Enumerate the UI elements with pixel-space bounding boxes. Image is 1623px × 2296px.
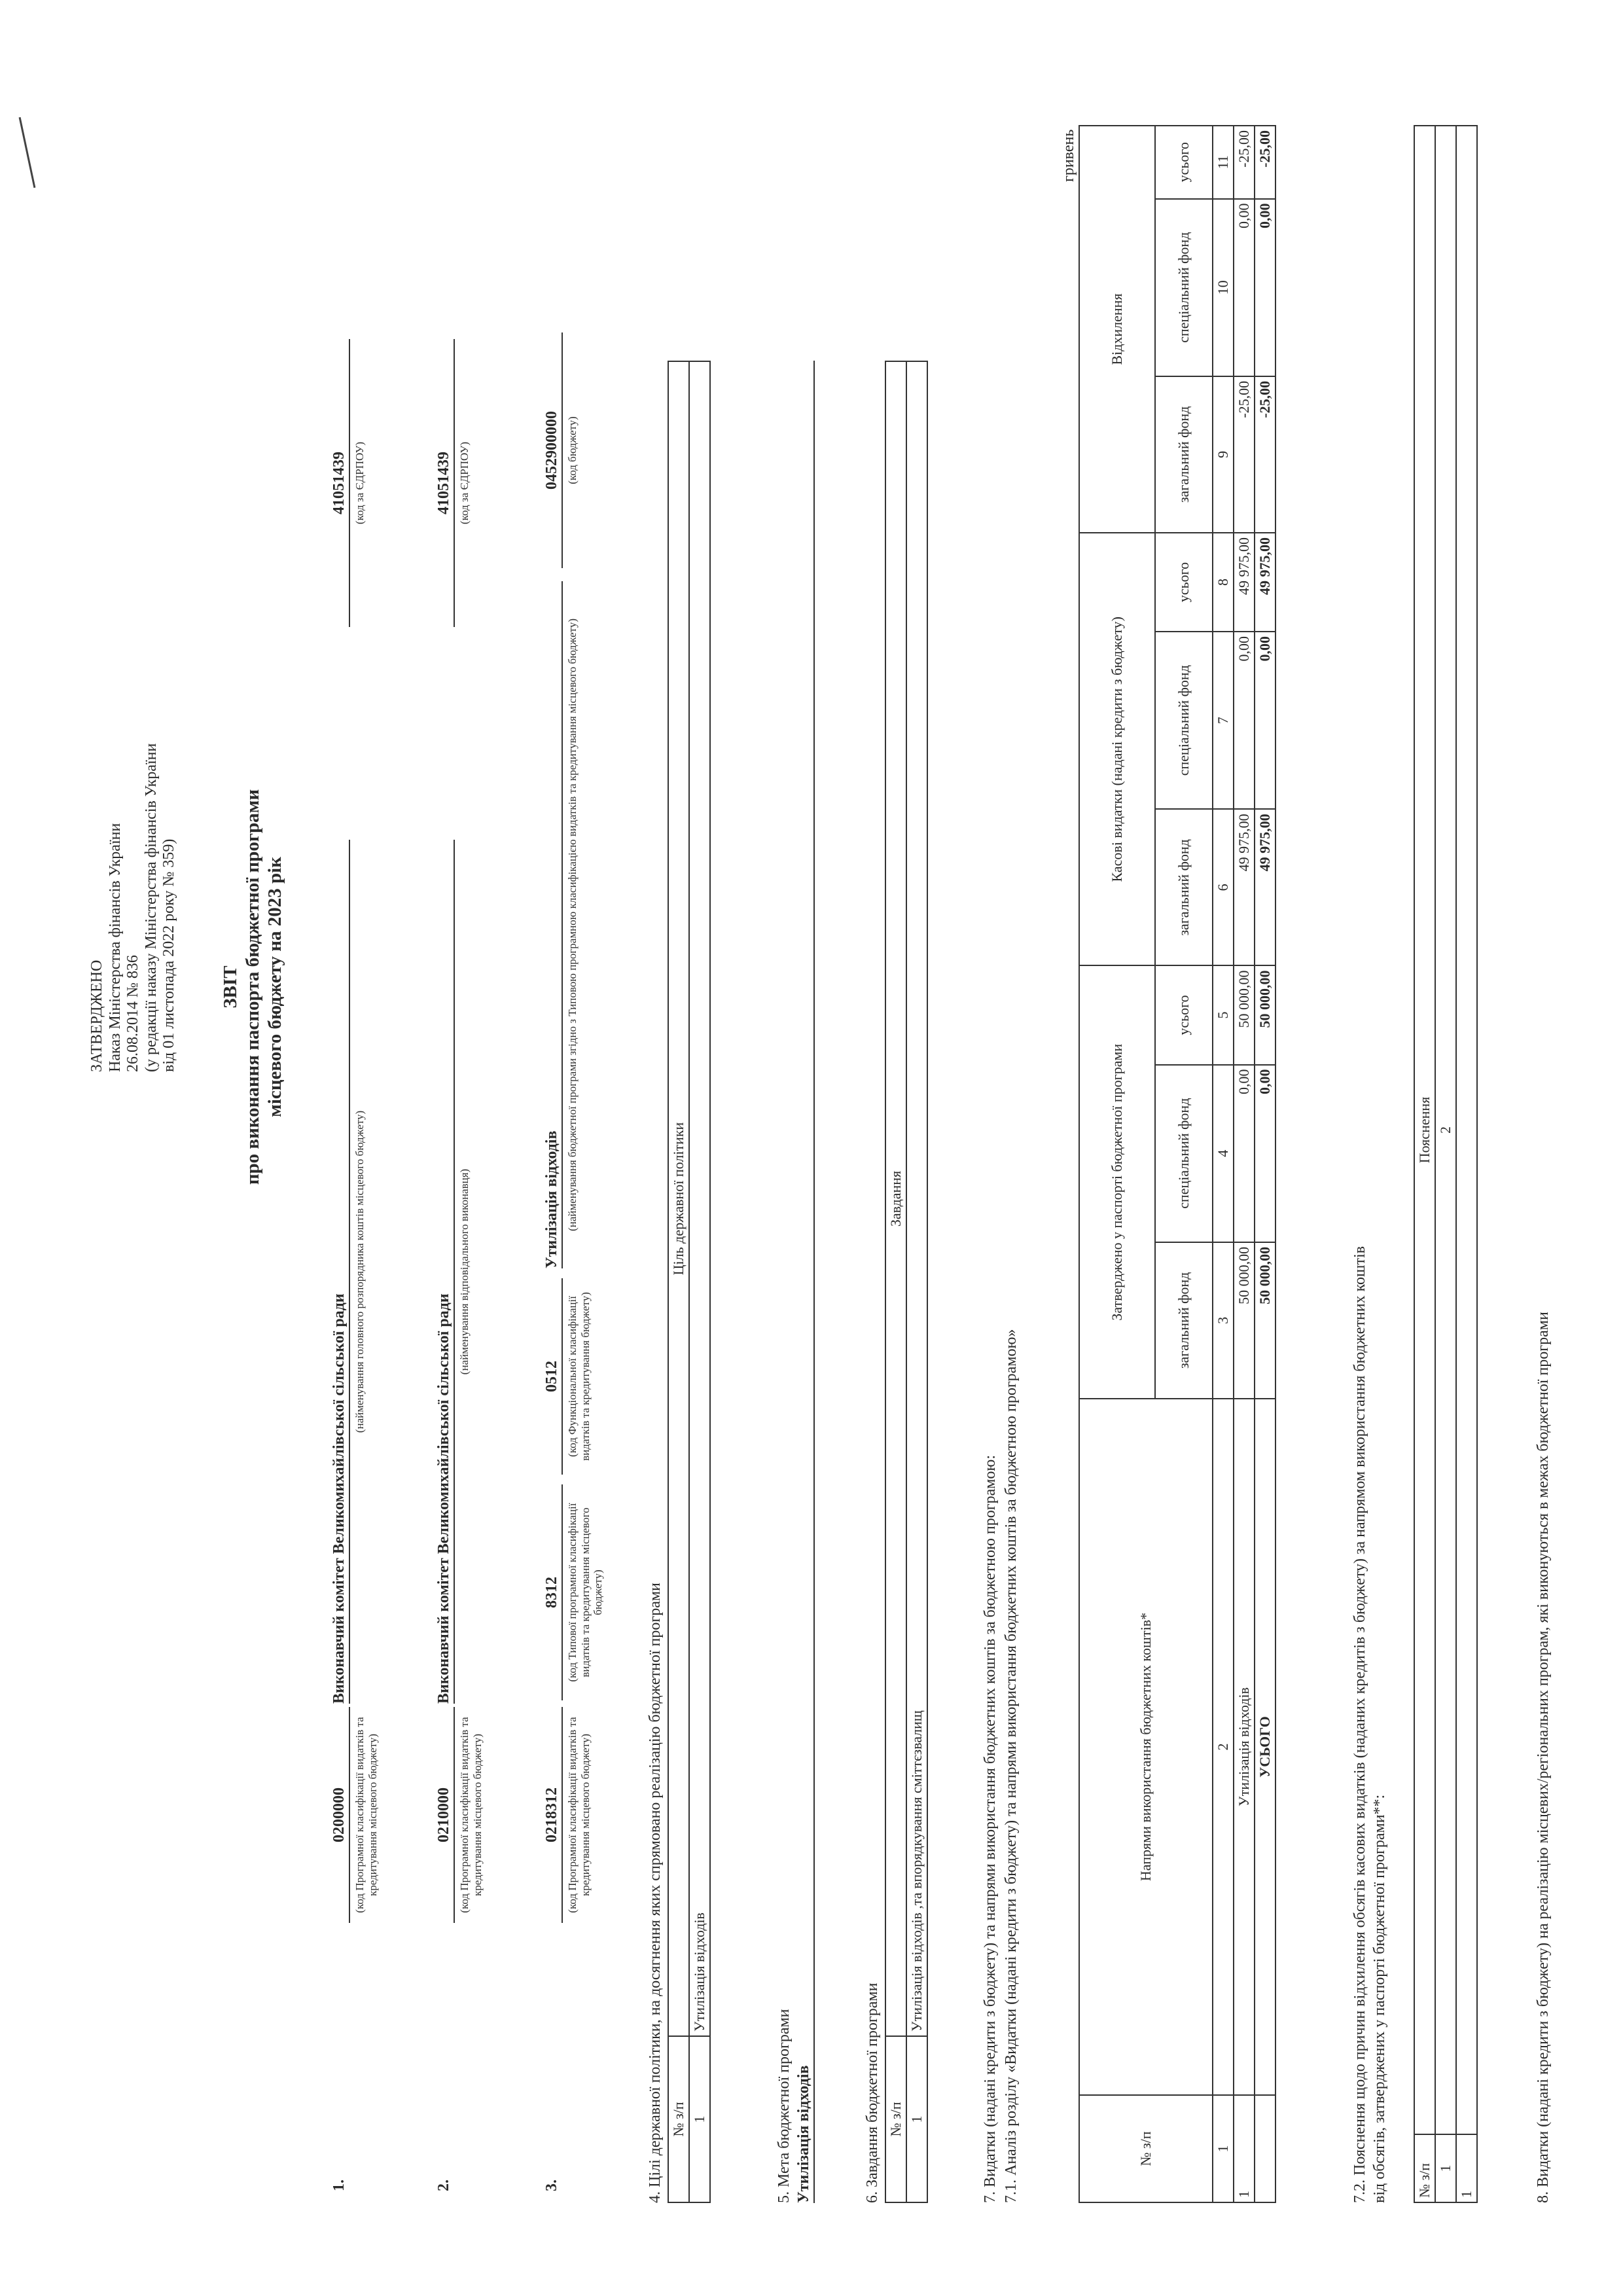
col-number: 2 <box>1213 1399 1234 2095</box>
page-title <box>219 692 287 1282</box>
cell-value: 49 975,00 <box>1234 533 1255 632</box>
row2-edrpou: 41051439 <box>435 339 455 627</box>
section4-heading: 4. Цілі державної політики, на досягнення яких спрямовано реалізацію бюджетної програми <box>647 1583 664 2203</box>
col-header-deviation: Відхилення <box>1079 126 1155 533</box>
cell-num: 1 <box>1456 2134 1477 2202</box>
col-number: 8 <box>1213 533 1234 632</box>
tasks-table <box>885 361 928 2203</box>
row3-typical-code: 8312 <box>543 1484 563 1700</box>
col-number: 1 <box>1435 2134 1456 2202</box>
section6-heading: 6. Завдання бюджетної програми <box>864 1982 881 2203</box>
sub-header: усього <box>1155 533 1213 632</box>
row1-edrpou: 41051439 <box>330 339 350 627</box>
row3-functional-caption: (код Функціональної класифікації видатків та кредитування бюджету) <box>566 1292 592 1461</box>
col-number: 6 <box>1213 809 1234 965</box>
row3-budget-caption: (код бюджету) <box>566 416 579 484</box>
row1-number: 1. <box>330 2179 348 2191</box>
cell-value: -25,00 <box>1234 376 1255 533</box>
cell-value: 50 000,00 <box>1234 1242 1255 1399</box>
col-number: 10 <box>1213 199 1234 376</box>
cell-goal: Утилізація відходів <box>689 361 710 2036</box>
cell-value: 50 000,00 <box>1234 966 1255 1065</box>
cell-value: 0,00 <box>1234 1065 1255 1242</box>
title-line: про виконання паспорта бюджетної програми <box>242 789 264 1185</box>
row1-code-caption: (код Програмної класифікації видатків та кредитування місцевого бюджету) <box>353 1717 379 1913</box>
col-number: 2 <box>1435 126 1456 2134</box>
cell-total: -25,00 <box>1255 376 1275 533</box>
title-line: ЗВІТ <box>220 965 241 1009</box>
cell-total: 50 000,00 <box>1255 1242 1275 1399</box>
cell-num: 1 <box>1234 2095 1255 2202</box>
col-header-direction: Напрями використання бюджетних коштів* <box>1079 1399 1213 2095</box>
row2-code-caption: (код Програмної класифікації видатків та кредитування місцевого бюджету) <box>458 1717 484 1913</box>
sub-header: загальний фонд <box>1155 809 1213 965</box>
expenditure-analysis-table <box>1079 125 1276 2203</box>
cell-direction: Утилізація відходів <box>1234 1399 1255 2095</box>
cell-value: 0,00 <box>1234 632 1255 809</box>
col-number: 3 <box>1213 1242 1234 1399</box>
approval-line: від 01 листопада 2022 року № 359) <box>160 838 178 1072</box>
col-header-num: № з/п <box>668 2036 689 2202</box>
col-number: 5 <box>1213 966 1234 1065</box>
row2-name-caption: (найменування відповідального виконавця) <box>458 1168 471 1375</box>
approval-block <box>88 601 179 1072</box>
col-number: 9 <box>1213 376 1234 533</box>
cell-total: -25,00 <box>1255 126 1275 199</box>
sub-header: спеціальний фонд <box>1155 1065 1213 1242</box>
row3-name-caption: (найменування бюджетної програми згідно з Типовою програмною класифікацією видатків та кредитування місцевого бюджету) <box>566 618 579 1232</box>
row2-program-code: 0210000 <box>435 1707 455 1923</box>
row3-functional-code: 0512 <box>543 1278 563 1475</box>
sub-header: усього <box>1155 126 1213 199</box>
approval-line: ЗАТВЕРДЖЕНО <box>88 960 105 1072</box>
sub-header: усього <box>1155 966 1213 1065</box>
row3-typical-caption: (код Типової програмної класифікації видатків та кредитування місцевого бюджету) <box>566 1503 605 1682</box>
row1-edrpou-caption: (код за ЄДРПОУ) <box>353 441 366 525</box>
cell-value: -25,00 <box>1234 126 1255 199</box>
row3-budget-code: 0452900000 <box>543 332 563 568</box>
col-header-approved: Затверджено у паспорті бюджетної програми <box>1079 966 1155 1399</box>
col-header-goal: Ціль державної політики <box>668 361 689 2036</box>
row1-program-code: 0200000 <box>330 1707 350 1923</box>
deviation-explanation-table <box>1414 125 1478 2203</box>
cell-num: 1 <box>906 2036 927 2202</box>
cell-num: 1 <box>689 2036 710 2202</box>
approval-line: (у редакції наказу Міністерства фінансів України <box>142 743 160 1072</box>
row3-code-caption: (код Програмної класифікації видатків та кредитування місцевого бюджету) <box>566 1717 592 1913</box>
section5-goal: Утилізація відходів <box>795 361 815 2203</box>
col-header-task: Завдання <box>885 361 906 2036</box>
cell-total: 0,00 <box>1255 1065 1275 1242</box>
sub-header: загальний фонд <box>1155 1242 1213 1399</box>
cell-total: 50 000,00 <box>1255 966 1275 1065</box>
row1-name-caption: (найменування головного розпорядника коштів місцевого бюджету) <box>353 1110 366 1433</box>
policy-goals-table <box>668 361 711 2203</box>
cell-task: Утилізація відходів ,та впорядкування сміттєзвалищ <box>906 361 927 2036</box>
row2-edrpou-caption: (код за ЄДРПОУ) <box>458 441 471 525</box>
col-number: 11 <box>1213 126 1234 199</box>
column-numbers-row <box>1213 126 1234 2202</box>
row2-executor-name: Виконавчий комітет Великомихайлівської сільської ради <box>435 840 455 1704</box>
row3-number: 3. <box>543 2179 560 2191</box>
pen-mark <box>19 117 36 188</box>
col-number: 7 <box>1213 632 1234 809</box>
cell-total: 49 975,00 <box>1255 533 1275 632</box>
row2-number: 2. <box>435 2179 452 2191</box>
row3-program-code: 0218312 <box>543 1707 563 1923</box>
section8-heading: 8. Видатки (надані кредити з бюджету) на реалізацію місцевих/регіональних програм, які виконуються в межах бюджетної програми <box>1535 1312 1552 2203</box>
section7-heading: 7. Видатки (надані кредити з бюджету) та напрями використання бюджетних коштів за бюджетною програмою: <box>982 1454 999 2203</box>
section72-text: 7.2. Пояснення щодо причин відхилення обсягів касових видатків (наданих кредитів з бюджету) за напрямом використання бюджетних коштів <box>1351 1246 1368 2203</box>
col-header-num: № з/п <box>885 2036 906 2202</box>
sub-header: загальний фонд <box>1155 376 1213 533</box>
total-row <box>1255 126 1275 2202</box>
section5-heading: 5. Мета бюджетної програми <box>776 2009 793 2203</box>
cell-total: 0,00 <box>1255 199 1275 376</box>
sub-header: спеціальний фонд <box>1155 632 1213 809</box>
approval-line: 26.08.2014 № 836 <box>124 955 142 1072</box>
row3-program-name: Утилізація відходів <box>543 581 563 1268</box>
approval-line: Наказ Міністерства фінансів України <box>106 823 124 1072</box>
cell-num <box>1255 2095 1275 2202</box>
col-header-num: № з/п <box>1079 2095 1213 2202</box>
col-header-cash: Касові видатки (надані кредити з бюджету) <box>1079 533 1155 966</box>
cell-total: 0,00 <box>1255 632 1275 809</box>
section72-text: від обсягів, затверджених у паспорті бюджетної програми**: <box>1371 1794 1388 2203</box>
row1-manager-name: Виконавчий комітет Великомихайлівської сільської ради <box>330 840 350 1704</box>
cell-total: 49 975,00 <box>1255 809 1275 965</box>
table-row <box>1234 126 1255 2202</box>
col-header-explanation: Пояснення <box>1414 126 1435 2134</box>
col-header-num: № з/п <box>1414 2134 1435 2202</box>
title-line: місцевого бюджету на 2023 рік <box>264 857 286 1117</box>
currency-label: гривень <box>1060 129 1077 182</box>
cell-value: 0,00 <box>1234 199 1255 376</box>
cell-explanation <box>1456 126 1477 2134</box>
col-number: 4 <box>1213 1065 1234 1242</box>
section7-subheading: 7.1. Аналіз розділу «Видатки (надані кредити з бюджету) та напрями використання бюджетних коштів за бюджетною програмою» <box>1003 1329 1020 2203</box>
cell-total-label: УСЬОГО <box>1255 1399 1275 2095</box>
cell-value: 49 975,00 <box>1234 809 1255 965</box>
sub-header: спеціальний фонд <box>1155 199 1213 376</box>
col-number: 1 <box>1213 2095 1234 2202</box>
